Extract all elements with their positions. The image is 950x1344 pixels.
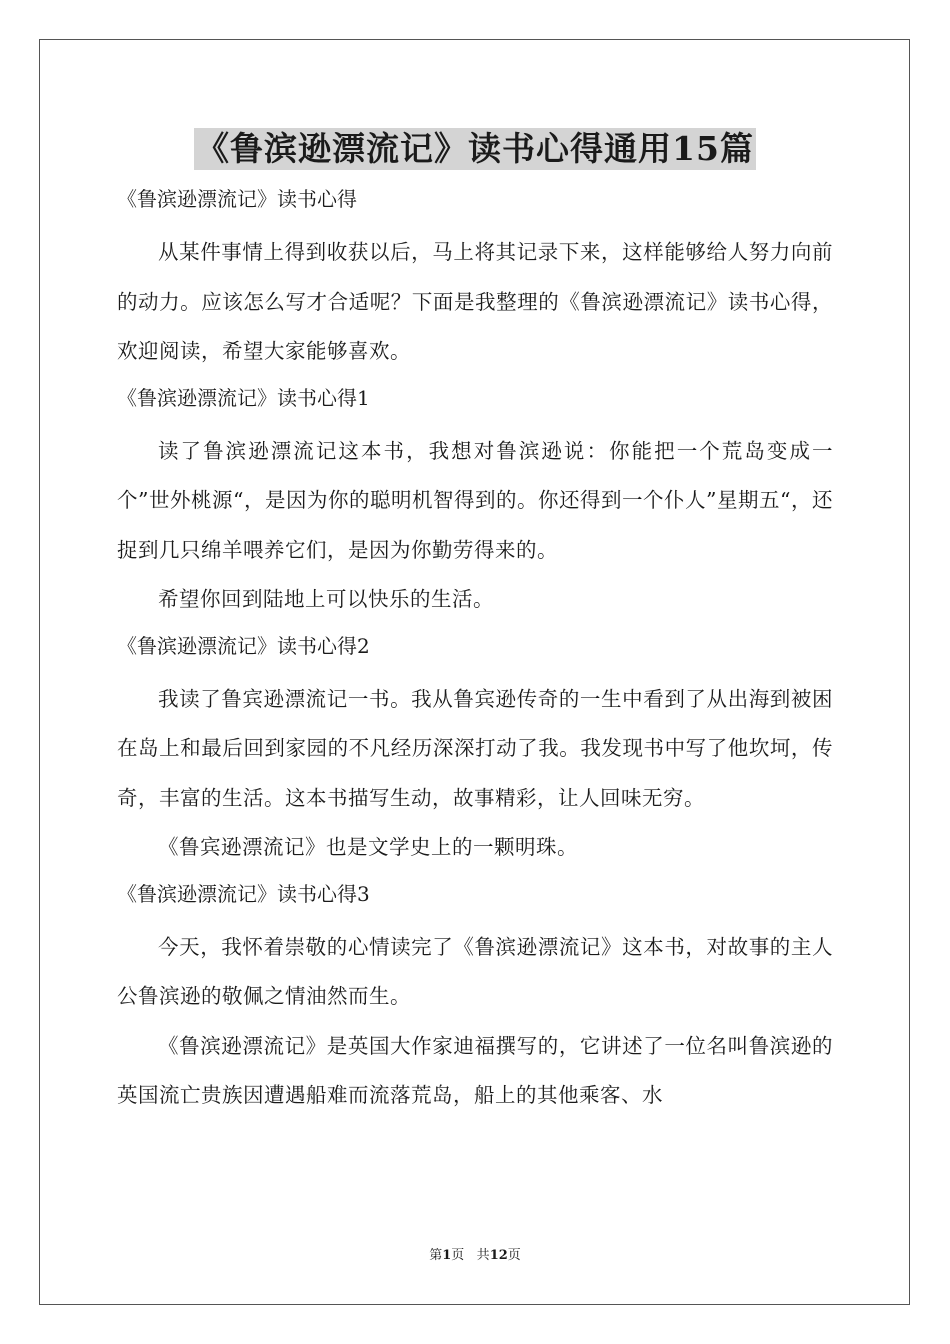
total-prefix: 共 — [476, 1248, 490, 1263]
paragraph: 《鲁宾逊漂流记》也是文学史上的一颗明珠。 — [158, 835, 578, 859]
paragraph: 《鲁滨逊漂流记》是英国大作家迪福撰写的，它讲述了一位名叫鲁滨逊的英国流亡贵族因遭遇船难而流落荒岛，船上的其他乘客、水 — [117, 1033, 833, 1107]
paragraph: 希望你回到陆地上可以快乐的生活。 — [158, 587, 494, 611]
section-heading: 《鲁滨逊漂流记》读书心得3 — [117, 881, 370, 906]
section-heading: 《鲁滨逊漂流记》读书心得2 — [117, 633, 370, 658]
page-number: 1 — [442, 1248, 452, 1263]
paragraph: 我读了鲁宾逊漂流记一书。我从鲁宾逊传奇的一生中看到了从出海到被困在岛上和最后回到家园的不凡经历深深打动了我。我发现书中写了他坎坷，传奇，丰富的生活。这本书描写生动，故事精彩，让人回味无穷。 — [117, 686, 833, 810]
section-heading: 《鲁滨逊漂流记》读书心得 — [117, 187, 357, 211]
document-body — [117, 178, 833, 1121]
total-suffix: 页 — [507, 1248, 521, 1263]
paragraph: 从某件事情上得到收获以后，马上将其记录下来，这样能够给人努力向前的动力。应该怎么写才合适呢？下面是我整理的《鲁滨逊漂流记》读书心得，欢迎阅读，希望大家能够喜欢。 — [117, 240, 833, 363]
section-heading: 《鲁滨逊漂流记》读书心得1 — [117, 385, 370, 410]
paragraph: 今天，我怀着崇敬的心情读完了《鲁滨逊漂流记》这本书，对故事的主人公鲁滨逊的敬佩之情油然而生。 — [117, 934, 833, 1008]
page-suffix: 页 — [451, 1248, 465, 1263]
title-container — [0, 128, 950, 170]
page-footer — [0, 1247, 950, 1265]
total-pages: 12 — [489, 1248, 508, 1263]
paragraph: 读了鲁滨逊漂流记这本书，我想对鲁滨逊说：你能把一个荒岛变成一个”世外桃源“，是因为你的聪明机智得到的。你还得到一个仆人”星期五“，还捉到几只绵羊喂养它们，是因为你勤劳得来的。 — [117, 438, 833, 562]
page-prefix: 第 — [429, 1248, 443, 1263]
document-title: 《鲁滨逊漂流记》读书心得通用15篇 — [196, 129, 754, 168]
